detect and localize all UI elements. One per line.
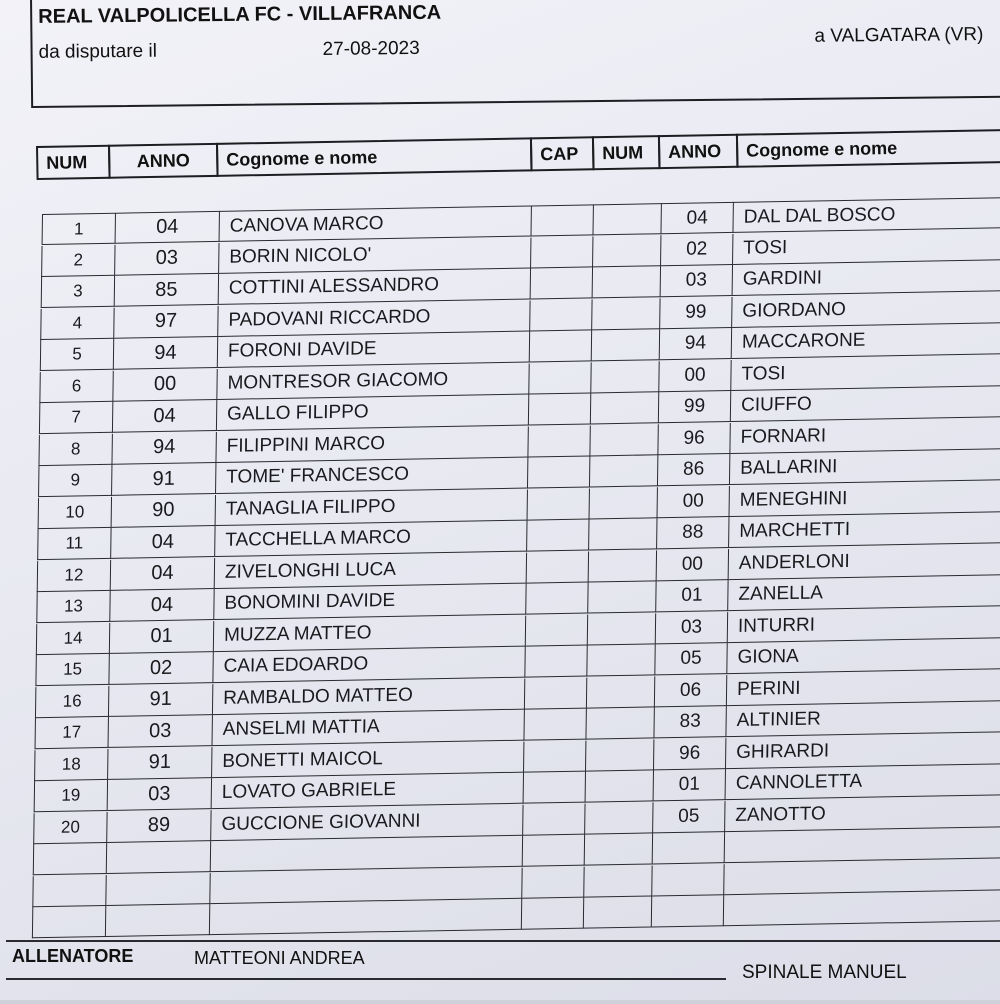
cell-name: CANOVA MARCO	[220, 205, 532, 241]
cell-name: COTTINI ALESSANDRO	[219, 268, 531, 304]
cell-right-name: GIORDANO	[732, 291, 1000, 327]
cell-cap	[526, 583, 588, 615]
cell-right-name: GHIRARDI	[726, 732, 1000, 768]
match-header	[30, 0, 1000, 108]
cell-right-name: INTURRI	[728, 606, 1000, 642]
cell-cap	[531, 204, 593, 236]
cell-num: 4	[40, 307, 114, 339]
cell-anno: 94	[114, 337, 218, 370]
column-headers	[36, 129, 1000, 182]
cell-name: GALLO FILIPPO	[217, 395, 529, 431]
cell-num: 14	[36, 622, 110, 654]
cell-right-name: TOSI	[733, 228, 1000, 264]
cell-anno	[107, 841, 211, 874]
cell-cap	[524, 740, 586, 772]
col-num: NUM	[36, 145, 111, 180]
cell-cap	[525, 677, 587, 709]
cell-right-name: TOSI	[731, 354, 1000, 390]
cell-right-num	[589, 518, 657, 550]
cell-name: TANAGLIA FILIPPO	[216, 489, 528, 525]
cell-right-anno: 06	[655, 675, 727, 707]
cell-right-anno	[652, 864, 724, 896]
cell-right-anno: 04	[661, 202, 733, 234]
cell-cap	[525, 646, 587, 678]
cell-anno: 04	[111, 526, 215, 559]
footer-line	[6, 978, 726, 980]
cell-right-anno: 94	[660, 328, 732, 360]
cell-anno	[106, 904, 210, 937]
cell-right-num	[593, 203, 661, 235]
cell-cap	[528, 488, 590, 520]
cell-num: 2	[41, 244, 115, 276]
cell-anno: 91	[108, 747, 212, 780]
cell-cap	[531, 267, 593, 299]
cell-cap	[531, 236, 593, 268]
cell-anno: 97	[114, 305, 218, 338]
cell-right-name: ZANOTTO	[725, 795, 1000, 831]
cell-right-num	[586, 739, 654, 771]
cell-right-name: PERINI	[727, 669, 1000, 705]
cell-num: 6	[39, 370, 113, 402]
cell-num: 13	[36, 591, 110, 623]
cell-anno: 00	[113, 368, 217, 401]
col-cap: CAP	[530, 136, 595, 171]
cell-cap	[522, 866, 584, 898]
cell-anno: 02	[109, 652, 213, 685]
cell-anno: 04	[113, 400, 217, 433]
cell-right-num	[586, 770, 654, 802]
cell-num: 12	[37, 559, 111, 591]
coach-name: MATTEONI ANDREA	[194, 948, 365, 968]
cell-name: MUZZA MATTEO	[214, 615, 526, 651]
cell-anno: 03	[108, 778, 212, 811]
cell-name: LOVATO GABRIELE	[212, 773, 524, 809]
cell-right-anno: 83	[654, 706, 726, 738]
cell-cap	[522, 898, 584, 930]
cell-anno: 04	[111, 558, 215, 591]
cell-right-num	[589, 550, 657, 582]
cell-num	[33, 843, 107, 875]
cell-right-name	[724, 858, 1000, 894]
cell-num: 9	[38, 465, 112, 497]
cell-right-num	[590, 455, 658, 487]
cell-anno: 03	[115, 242, 219, 275]
cell-right-anno: 05	[655, 643, 727, 675]
cell-name: RAMBALDO MATTEO	[213, 678, 525, 714]
cell-num: 17	[35, 717, 109, 749]
cell-right-name: CIUFFO	[731, 386, 1000, 422]
cell-right-name: GARDINI	[733, 260, 1000, 296]
cell-name: FORONI DAVIDE	[218, 331, 530, 367]
cell-name: GUCCIONE GIOVANNI	[211, 804, 523, 840]
cell-right-anno: 86	[658, 454, 730, 486]
cell-right-num	[593, 235, 661, 267]
cell-right-name	[725, 827, 1000, 863]
cell-right-name: ANDERLONI	[729, 543, 1000, 579]
cell-name: MONTRESOR GIACOMO	[217, 363, 529, 399]
cell-name: CAIA EDOARDO	[213, 647, 525, 683]
cell-right-num	[591, 361, 659, 393]
cell-cap	[523, 835, 585, 867]
cell-name: ANSELMI MATTIA	[212, 710, 524, 746]
cell-right-name: ALTINIER	[726, 701, 1000, 737]
cell-right-anno: 01	[654, 769, 726, 801]
cell-anno: 85	[115, 274, 219, 307]
cell-num: 20	[33, 811, 107, 843]
cell-cap	[527, 551, 589, 583]
cell-anno: 94	[112, 431, 216, 464]
cell-name: TOME' FRANCESCO	[216, 458, 528, 494]
cell-name: BORIN NICOLO'	[219, 237, 531, 273]
cell-right-num	[584, 896, 652, 928]
cell-right-num	[590, 487, 658, 519]
cell-right-name: CANNOLETTA	[726, 764, 1000, 800]
cell-right-anno: 88	[657, 517, 729, 549]
cell-num: 19	[34, 780, 108, 812]
cell-right-num	[592, 298, 660, 330]
cell-cap	[530, 330, 592, 362]
cell-name: ZIVELONGHI LUCA	[215, 552, 527, 588]
col-name: Cognome e nome	[216, 137, 533, 177]
cell-cap	[526, 614, 588, 646]
match-title: REAL VALPOLICELLA FC - VILLAFRANCA	[38, 1, 442, 28]
footer	[0, 940, 1000, 1000]
cell-num: 7	[39, 402, 113, 434]
cell-right-anno: 96	[658, 423, 730, 455]
cell-num: 1	[42, 213, 116, 245]
cell-anno: 91	[112, 463, 216, 496]
cell-num	[32, 906, 106, 938]
cell-right-anno: 02	[661, 233, 733, 265]
cell-name	[210, 899, 522, 935]
cell-right-anno: 00	[659, 359, 731, 391]
cell-right-name: FORNARI	[730, 417, 1000, 453]
cell-right-num	[588, 613, 656, 645]
cell-right-num	[590, 424, 658, 456]
cell-cap	[529, 362, 591, 394]
cell-cap	[528, 425, 590, 457]
cell-anno: 01	[110, 621, 214, 654]
cell-right-name	[724, 890, 1000, 926]
cell-num: 15	[35, 654, 109, 686]
cell-num: 16	[35, 685, 109, 717]
cell-right-anno: 05	[653, 801, 725, 833]
cell-cap	[524, 709, 586, 741]
col-anno: ANNO	[108, 143, 219, 179]
cell-cap	[530, 299, 592, 331]
cell-right-num	[586, 707, 654, 739]
match-date: 27-08-2023	[322, 37, 420, 60]
col-num-right: NUM	[592, 135, 661, 170]
cell-right-anno: 00	[658, 486, 730, 518]
cell-name: BONETTI MAICOL	[212, 741, 524, 777]
cell-name	[211, 836, 523, 872]
cell-right-num	[593, 266, 661, 298]
date-label: da disputare il	[38, 40, 157, 63]
cell-right-num	[584, 865, 652, 897]
cell-num: 10	[38, 496, 112, 528]
cell-right-num	[587, 676, 655, 708]
cell-right-anno	[653, 832, 725, 864]
cell-name: PADOVANI RICCARDO	[218, 300, 530, 336]
cell-right-name: DAL DAL BOSCO	[733, 197, 1000, 233]
cell-anno: 04	[116, 211, 220, 244]
cell-right-num	[591, 392, 659, 424]
cell-right-num	[588, 581, 656, 613]
cell-right-anno: 03	[661, 265, 733, 297]
cell-cap	[523, 803, 585, 835]
cell-right-num	[592, 329, 660, 361]
col-anno-right: ANNO	[658, 134, 739, 169]
cell-right-anno: 00	[657, 549, 729, 581]
cell-right-name: ZANELLA	[728, 575, 1000, 611]
cell-right-num	[585, 802, 653, 834]
cell-anno	[106, 873, 210, 906]
cell-name: BONOMINI DAVIDE	[214, 584, 526, 620]
cell-num: 5	[40, 339, 114, 371]
cell-num: 11	[37, 528, 111, 560]
cell-right-anno: 99	[660, 296, 732, 328]
cell-name	[210, 867, 522, 903]
cell-num	[32, 874, 106, 906]
cell-anno: 90	[112, 495, 216, 528]
match-venue: a VALGATARA (VR)	[814, 24, 984, 47]
cell-cap	[524, 772, 586, 804]
cell-right-anno: 96	[654, 738, 726, 770]
cell-right-num	[587, 644, 655, 676]
cell-name: TACCHELLA MARCO	[215, 521, 527, 557]
cell-cap	[528, 456, 590, 488]
cell-right-name: MACCARONE	[732, 323, 1000, 359]
cell-anno: 91	[109, 684, 213, 717]
cell-right-name: BALLARINI	[730, 449, 1000, 485]
cell-right-name: GIONA	[727, 638, 1000, 674]
cell-anno: 89	[107, 810, 211, 843]
cell-right-num	[585, 833, 653, 865]
coach-label: ALLENATORE	[12, 946, 134, 966]
cell-right-name: MARCHETTI	[729, 512, 1000, 548]
staff-name: SPINALE MANUEL	[742, 962, 907, 983]
cell-anno: 03	[109, 715, 213, 748]
cell-num: 8	[38, 433, 112, 465]
cell-num: 3	[41, 276, 115, 308]
cell-right-name: MENEGHINI	[730, 480, 1000, 516]
cell-right-anno	[652, 895, 724, 927]
players-table	[31, 197, 1000, 1004]
cell-num: 18	[34, 748, 108, 780]
cell-name: FILIPPINI MARCO	[216, 426, 528, 462]
cell-anno: 04	[110, 589, 214, 622]
cell-right-anno: 99	[659, 391, 731, 423]
footer-line	[6, 940, 1000, 942]
cell-right-anno: 01	[656, 580, 728, 612]
cell-right-anno: 03	[656, 612, 728, 644]
col-name-right: Cognome e nome	[736, 129, 1000, 168]
cell-cap	[529, 393, 591, 425]
cell-cap	[527, 519, 589, 551]
